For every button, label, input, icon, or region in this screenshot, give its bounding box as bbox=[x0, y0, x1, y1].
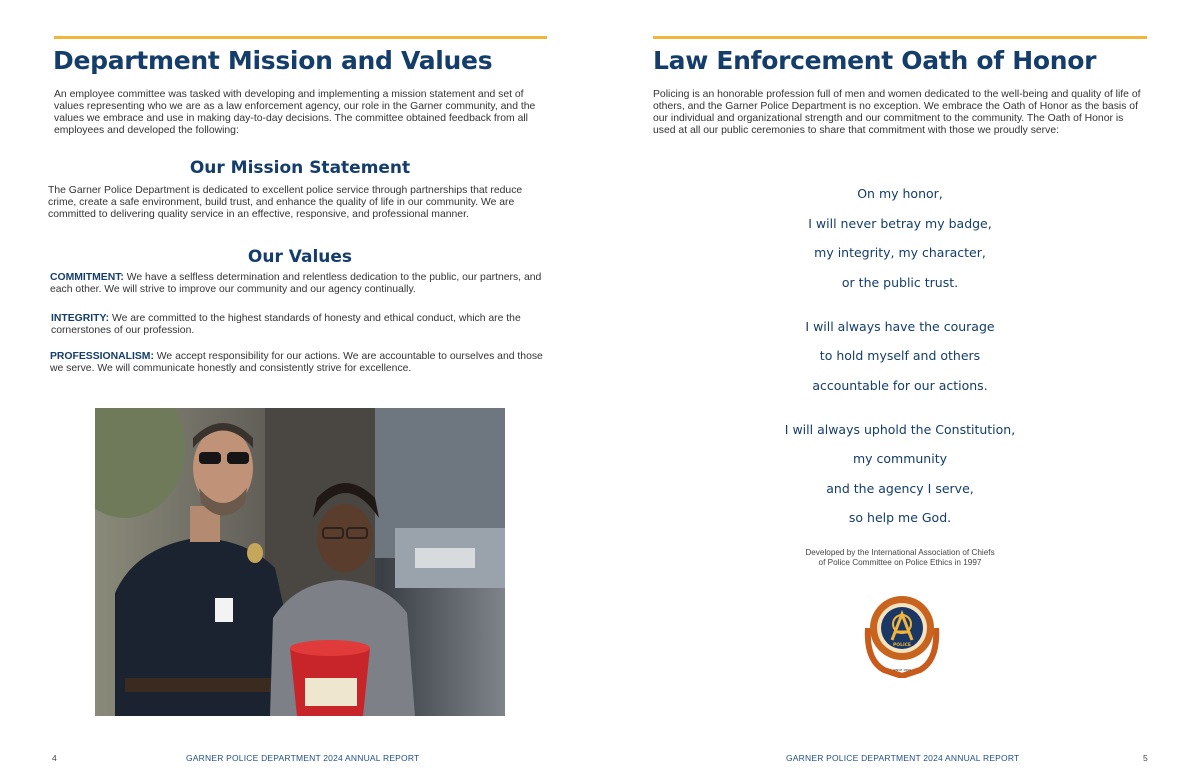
title-rule bbox=[653, 36, 1147, 39]
oath-line: I will never betray my badge, bbox=[808, 215, 992, 231]
value-label: PROFESSIONALISM: bbox=[50, 351, 154, 362]
value-integrity bbox=[51, 313, 551, 337]
value-commitment bbox=[50, 272, 550, 296]
page-number: 4 bbox=[52, 753, 57, 763]
values-heading: Our Values bbox=[247, 247, 353, 267]
footer-text: GARNER POLICE DEPARTMENT 2024 ANNUAL REPORT bbox=[786, 753, 1020, 763]
oath-line: I will always have the courage bbox=[805, 318, 995, 334]
value-text: We accept responsibility for our actions. We are accountable to ourselves and those we serve. We will communicate honestly and consistently strive for excellence. bbox=[50, 351, 543, 374]
oath-line: On my honor, bbox=[857, 186, 943, 201]
iacp-seal-logo bbox=[862, 590, 942, 678]
oath-line: or the public trust. bbox=[841, 274, 959, 290]
mission-text: The Garner Police Department is dedicated to excellent police service through partnerships that reduce crime, create a safe environment, build trust, and enhance the quality of life in our community. We are committed to delivering quality service in an effective, responsive, and professional manner. bbox=[48, 185, 523, 220]
page-title: Department Mission and Values bbox=[53, 46, 493, 75]
value-text: We have a selfless determination and relentless dedication to the public, our partners, and each other. We will strive to improve our community and our agency continually. bbox=[50, 272, 542, 295]
seal-center-text: POLICE bbox=[892, 643, 912, 648]
oath-line: my integrity, my character, bbox=[814, 245, 986, 260]
title-rule bbox=[54, 36, 547, 39]
value-label: COMMITMENT: bbox=[50, 272, 124, 283]
oath-line: I will always uphold the Constitution, bbox=[784, 421, 1016, 437]
oath-of-honor bbox=[600, 182, 1200, 536]
value-text: We are committed to the highest standards of honesty and ethical conduct, which are the cornerstones of our profession. bbox=[51, 313, 521, 336]
page-number: 5 bbox=[1143, 753, 1148, 763]
oath-line: so help me God. bbox=[848, 510, 952, 525]
intro-paragraph: Policing is an honorable profession full of men and women dedicated to the well-being and quality of life of others, and the Garner Police Department is no exception. We embrace the Oath of Honor as the basis of our individual and organizational strength and our commitment to the community. The Oath of Honor is used at all our public ceremonies to share that commitment with those we proudly serve: bbox=[653, 89, 1141, 136]
credit-line: Developed by the International Association of Chiefs bbox=[805, 548, 995, 557]
oath-line: to hold myself and others bbox=[819, 348, 981, 363]
oath-line: accountable for our actions. bbox=[812, 377, 988, 393]
mission-heading: Our Mission Statement bbox=[189, 158, 411, 178]
value-professionalism bbox=[50, 351, 550, 375]
credit-line: of Police Committee on Police Ethics in 1997 bbox=[818, 558, 982, 567]
page-title: Law Enforcement Oath of Honor bbox=[653, 46, 1097, 75]
value-label: INTEGRITY: bbox=[51, 313, 110, 324]
officer-photo bbox=[95, 408, 505, 716]
intro-paragraph: An employee committee was tasked with developing and implementing a mission statement and set of values representing who we are as a law enforcement agency, our role in the Garner community, and the values we embrace and use in making day-to-day decisions. The committee obtained feedback from all employees and developed the following: bbox=[54, 89, 536, 136]
oath-credit bbox=[600, 548, 1200, 568]
oath-line: my community bbox=[852, 451, 948, 466]
footer-text: GARNER POLICE DEPARTMENT 2024 ANNUAL REPORT bbox=[186, 753, 420, 763]
oath-line: and the agency I serve, bbox=[826, 480, 974, 496]
seal-year-text: SINCE 1893 bbox=[893, 668, 911, 672]
